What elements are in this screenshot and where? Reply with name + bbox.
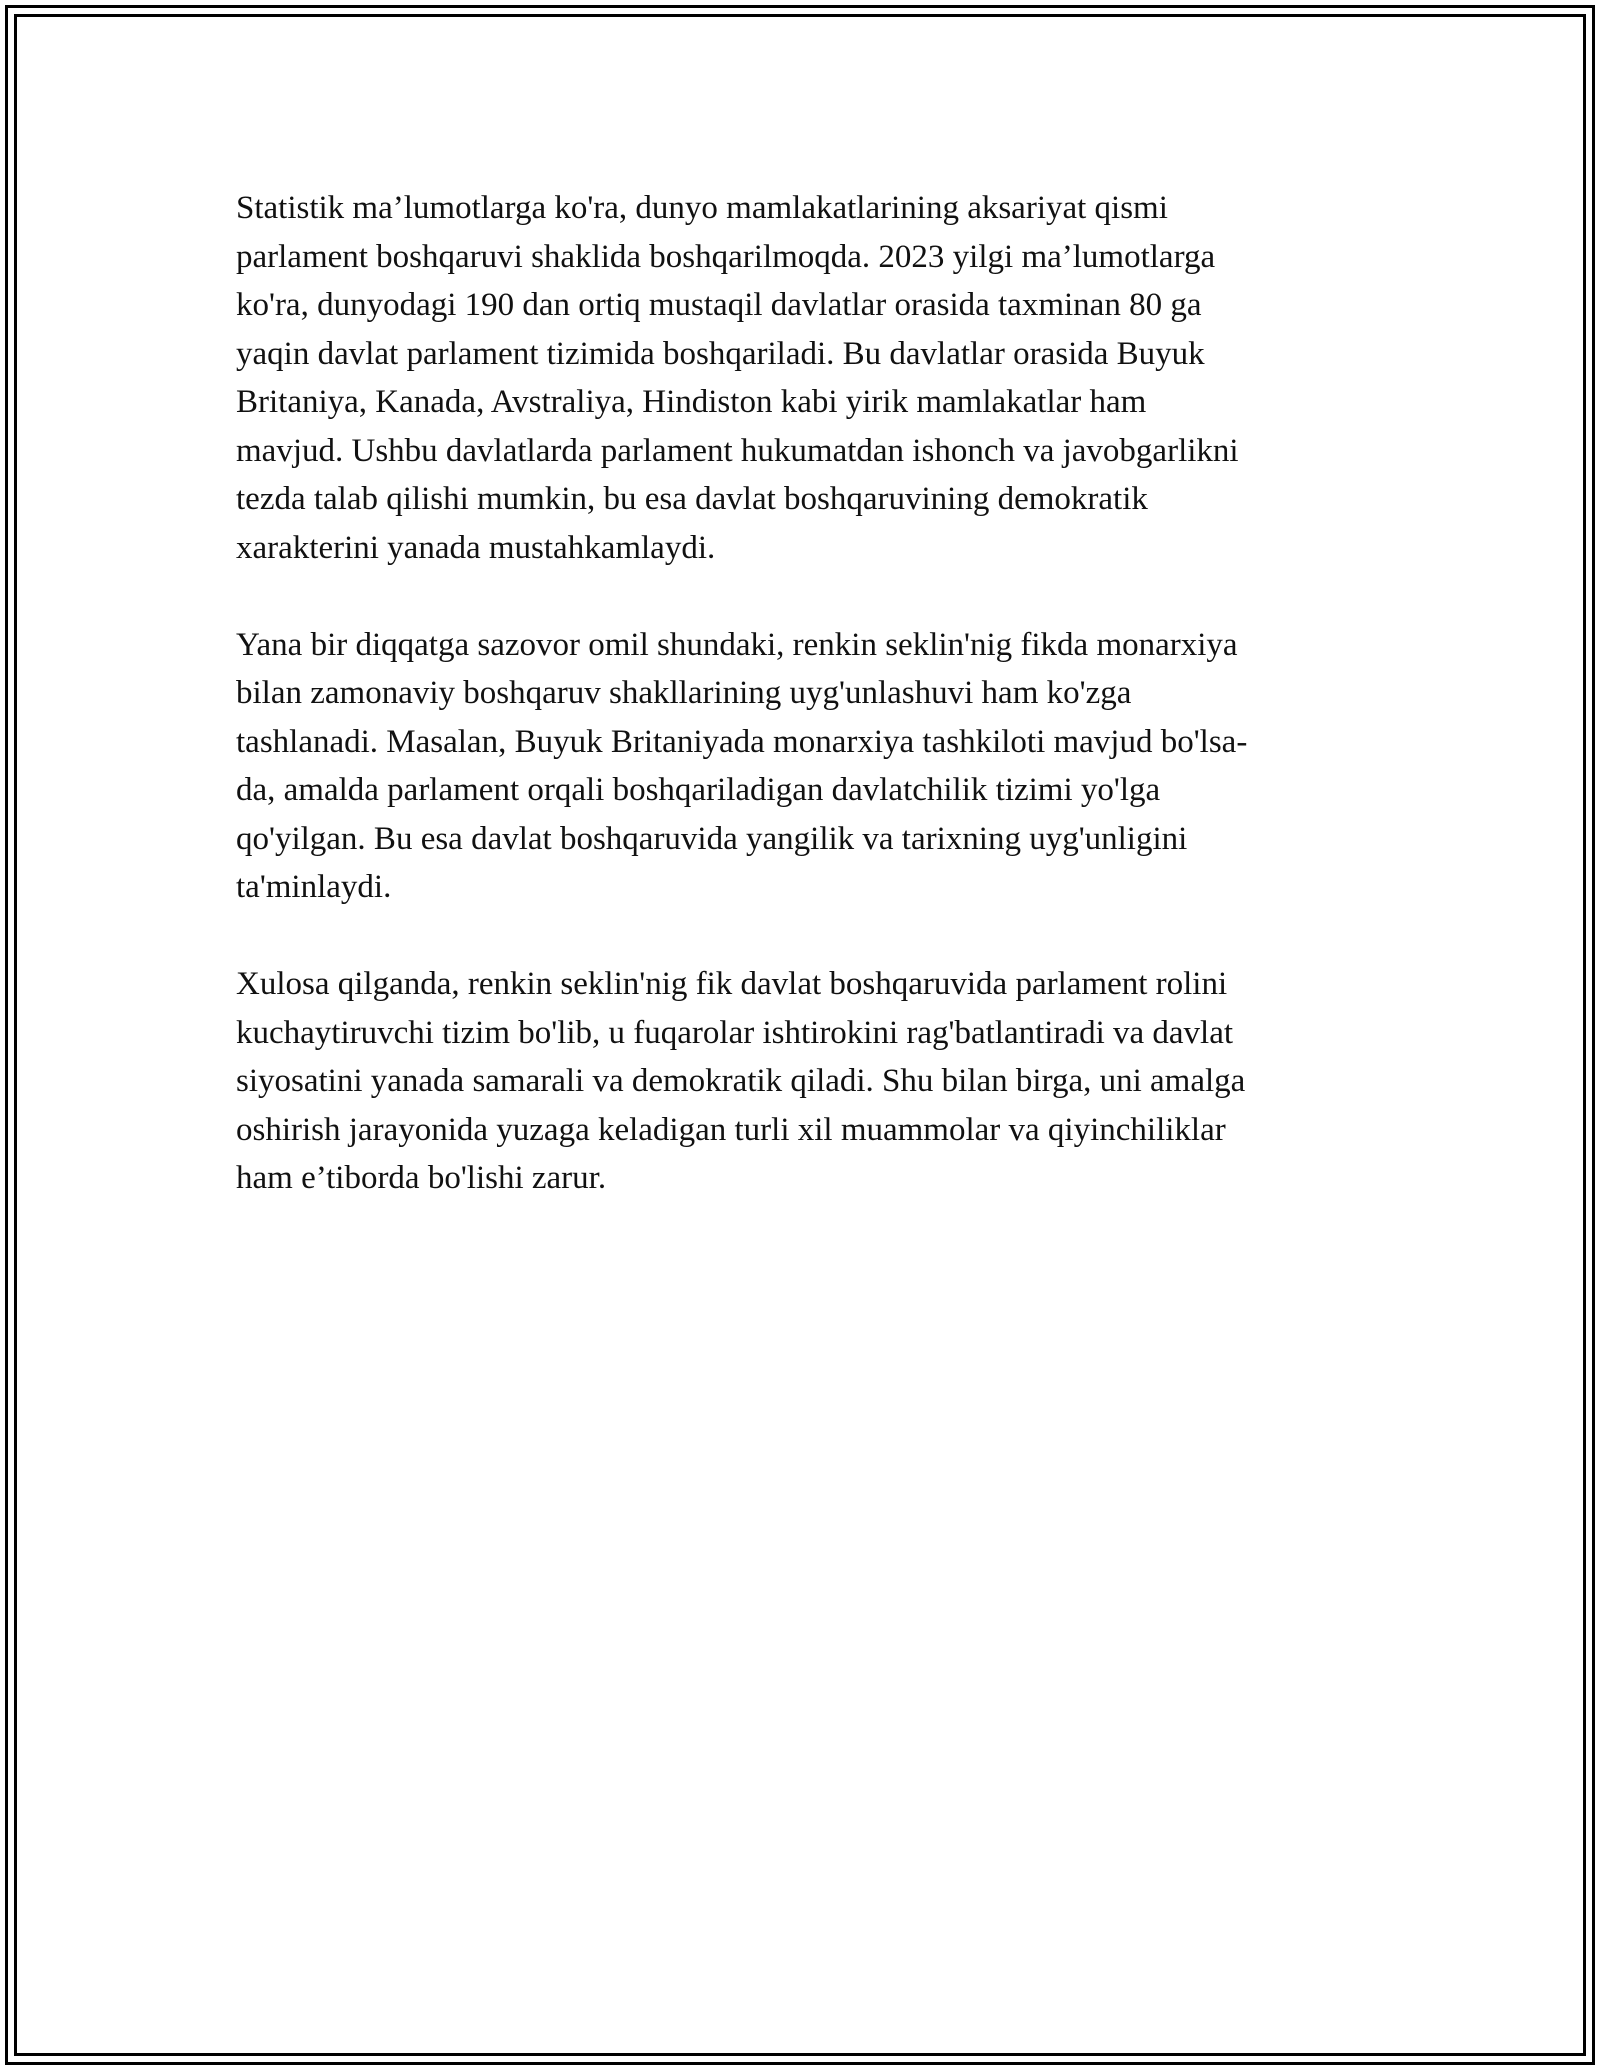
paragraph-2: Yana bir diqqatga sazovor omil shundaki, renkin seklin'nig fikda monarxiya bilan zamonaviy boshqaruv shakllarining uyg'unlashuvi ham ko'zga tashlanadi. Masalan, Buyuk Britaniyada monarxiya tashkiloti mavjud bo'lsa- da, amalda parlament orqali boshqariladigan davlatchilik tizimi yo'lga qo'yilgan. Bu esa davlat boshqaruvida yangilik va tarixning uyg'unligini ta'minlaydi.: [236, 626, 1248, 905]
paragraph-3: Xulosa qilganda, renkin seklin'nig fik davlat boshqaruvida parlament rolini kuchaytiruvchi tizim bo'lib, u fuqarolar ishtirokini rag'batlantiradi va davlat siyosatini yanada samarali va demokratik qiladi. Shu bilan birga, uni amalga oshirish jarayonida yuzaga keladigan turli xil muammolar va qiyinchiliklar ham e’tiborda bo'lishi zarur.: [236, 966, 1246, 1196]
paragraph-1: Statistik ma’lumotlarga ko'ra, dunyo mamlakatlarining aksariyat qismi parlament boshqaruvi shaklida boshqarilmoqda. 2023 yilgi ma’lumotlarga ko'ra, dunyodagi 190 dan ortiq mustaqil davlatlar orasida taxminan 80 ga yaqin davlat parlament tizimida boshqariladi. Bu davlatlar orasida Buyuk Britaniya, Kanada, Avstraliya, Hindiston kabi yirik mamlakatlar ham mavjud. Ushbu davlatlarda parlament hukumatdan ishonch va javobgarlikni tezda talab qilishi mumkin, bu esa davlat boshqaruvining demokratik xarakterini yanada mustahkamlaydi.: [236, 190, 1239, 566]
document-body: [236, 184, 1366, 1251]
